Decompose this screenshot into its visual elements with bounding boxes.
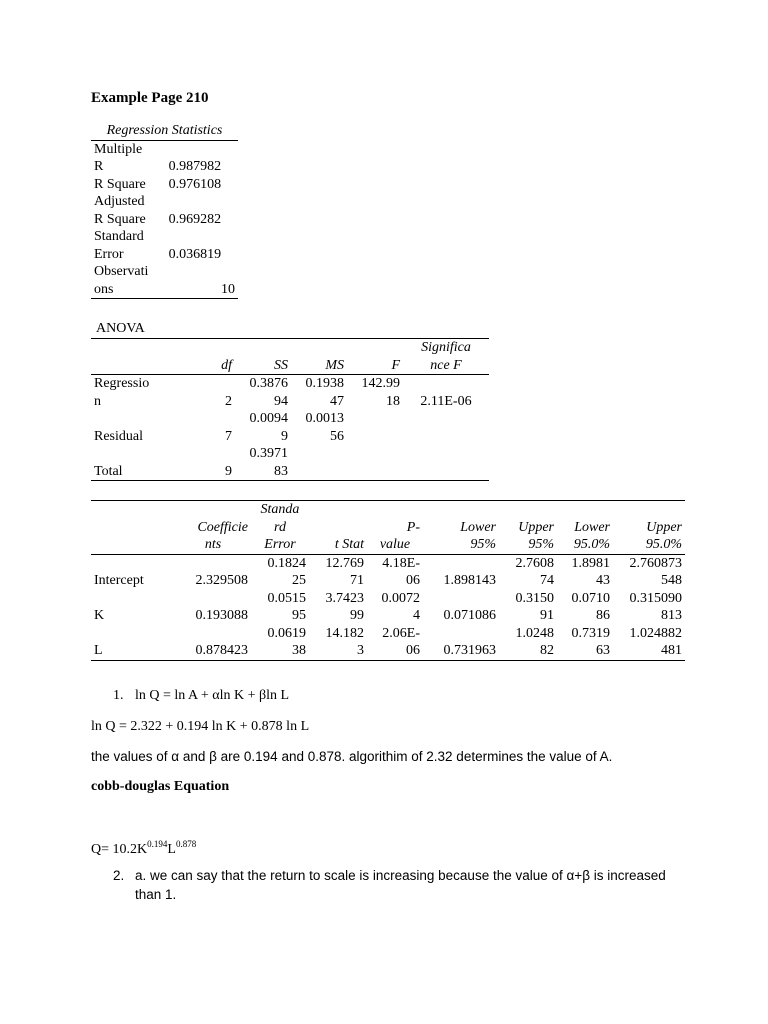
anova-row-name: Residual — [94, 428, 143, 444]
coef-header-upper-95-0: 95.0% — [645, 537, 682, 552]
stat-label: R Square — [94, 211, 146, 227]
coef-cell: 99 — [350, 608, 364, 623]
coef-cell: 0.3150 — [515, 590, 554, 606]
values-explanation: the values of α and β are 0.194 and 0.878. algorithim of 2.32 determines the value of A. — [91, 749, 613, 764]
coef-cell: 0.0619 — [267, 625, 306, 641]
item-1-number: 1. — [113, 688, 124, 703]
cobb-douglas-heading: cobb-douglas Equation — [91, 779, 230, 794]
coef-cell: 2.06E- — [382, 625, 420, 641]
anova-cell: 9 — [281, 428, 288, 444]
coef-cell: 14.182 — [325, 625, 364, 641]
coef-cell: 0.315090 — [629, 590, 682, 606]
coef-row-name: Intercept — [94, 573, 144, 588]
anova-header-significance: Significa — [421, 340, 471, 355]
coef-cell: 38 — [292, 643, 306, 658]
q-prefix: Q= 10.2K — [91, 842, 148, 857]
anova-cell: 7 — [225, 428, 232, 444]
coef-cell: 481 — [661, 643, 682, 658]
anova-header-significance: nce F — [430, 357, 462, 373]
coef-cell: 3 — [357, 643, 364, 658]
coef-cell: 06 — [406, 643, 420, 658]
coef-cell: 1.898143 — [443, 573, 496, 588]
stat-label: Standard — [94, 229, 144, 244]
l-base: L — [167, 842, 176, 857]
coef-cell: 43 — [596, 573, 610, 588]
coef-header-lower-95-0: 95.0% — [573, 537, 610, 552]
coef-header-lower-95: Lower — [460, 519, 496, 535]
coef-cell: 4.18E- — [382, 555, 420, 571]
regression-statistics-table — [91, 122, 238, 299]
stat-value: 0.987982 — [168, 159, 222, 174]
coef-cell: 06 — [406, 573, 420, 588]
coef-cell: 0.878423 — [195, 643, 248, 658]
coef-header-standard-error: Error — [264, 537, 296, 552]
anova-cell: 0.0013 — [305, 411, 344, 426]
coef-header-upper-95: Upper — [518, 519, 554, 535]
anova-label: ANOVA — [96, 321, 145, 336]
coef-header-lower-95: 95% — [470, 537, 496, 552]
anova-cell: 56 — [330, 428, 344, 444]
coef-header-standard-error: Standa — [260, 502, 300, 517]
anova-cell: 47 — [330, 393, 344, 409]
anova-row-name: n — [94, 393, 101, 409]
anova-header-f: F — [391, 357, 400, 373]
coef-cell: 2.329508 — [195, 573, 248, 588]
anova-cell: 0.0094 — [249, 411, 288, 426]
coef-cell: 12.769 — [325, 555, 364, 571]
coef-cell: 3.7423 — [325, 590, 364, 606]
stat-value: 10 — [166, 281, 238, 299]
stat-label: Adjusted — [94, 194, 145, 209]
stat-value: 0.036819 — [168, 246, 222, 262]
item-2-number: 2. — [113, 868, 125, 883]
stat-label: Observati — [94, 264, 149, 279]
coef-cell: 0.0072 — [381, 590, 420, 606]
coef-cell: 0.1824 — [267, 555, 306, 571]
coef-cell: 95 — [292, 608, 306, 623]
k-exponent: 0.194 — [147, 839, 168, 849]
anova-header-df: df — [221, 357, 232, 373]
coef-cell: 0.071086 — [443, 608, 496, 623]
coef-header-lower-95-0: Lower — [574, 519, 610, 535]
coef-cell: 86 — [596, 608, 610, 623]
coef-cell: 63 — [596, 643, 610, 658]
coef-header-upper-95: 95% — [528, 537, 554, 552]
coef-header-upper-95-0: Upper — [646, 519, 682, 535]
anova-row-name: Total — [94, 463, 123, 479]
anova-cell: 2 — [225, 393, 232, 409]
anova-row-name: Regressio — [94, 376, 150, 391]
l-exponent: 0.878 — [175, 839, 197, 849]
coef-cell: 2.7608 — [515, 555, 554, 571]
stat-label: Error — [94, 246, 124, 262]
stat-label: Multiple — [94, 141, 143, 157]
coef-cell: 91 — [540, 608, 554, 623]
item-2-line-1: a. we can say that the return to scale is increasing because the value of α+β is increased — [135, 868, 666, 883]
coef-cell: 1.0248 — [515, 625, 554, 641]
coef-cell: 1.024882 — [629, 625, 682, 641]
anova-cell: 0.1938 — [305, 376, 344, 391]
coef-cell: 25 — [292, 573, 306, 588]
coef-row-name: K — [94, 608, 105, 623]
coef-header-coefficients: Coefficie — [197, 519, 248, 535]
anova-cell: 0.3876 — [249, 376, 288, 391]
coef-header-t-stat: t Stat — [334, 537, 364, 552]
coef-cell: 1.8981 — [571, 555, 610, 571]
anova-table — [91, 338, 489, 481]
anova-cell: 18 — [386, 393, 400, 409]
coef-header-p-value: P- — [406, 519, 420, 535]
item-2-line-2: than 1. — [135, 887, 177, 902]
regression-statistics-header: Regression Statistics — [91, 122, 238, 140]
page-title: Example Page 210 — [91, 90, 209, 106]
coef-cell: 74 — [540, 573, 554, 588]
anova-header-ms: MS — [325, 357, 344, 373]
anova-cell: 0.3971 — [249, 446, 288, 461]
estimated-equation: ln Q = 2.322 + 0.194 ln K + 0.878 ln L — [91, 719, 310, 734]
coef-cell: 0.0710 — [571, 590, 610, 606]
anova-cell: 2.11E-06 — [420, 393, 472, 409]
anova-header-ss: SS — [274, 357, 288, 373]
stat-label: R — [94, 159, 104, 174]
coef-cell: 0.193088 — [195, 608, 248, 623]
coef-row-name: L — [94, 643, 103, 658]
stat-value: 0.969282 — [168, 211, 222, 227]
coef-cell: 0.0515 — [267, 590, 306, 606]
anova-cell: 94 — [274, 393, 288, 409]
coef-cell: 813 — [661, 608, 682, 623]
stat-label: ons — [91, 281, 166, 299]
coefficients-table — [91, 500, 685, 661]
coef-header-standard-error: rd — [274, 519, 286, 535]
anova-cell: 83 — [274, 463, 288, 479]
coef-cell: 0.731963 — [443, 643, 496, 658]
coef-cell: 71 — [350, 573, 364, 588]
cobb-douglas-equation — [91, 839, 196, 858]
coef-cell: 4 — [413, 608, 420, 623]
anova-cell: 142.99 — [361, 376, 400, 391]
coef-cell: 82 — [540, 643, 554, 658]
coef-cell: 2.760873 — [629, 555, 682, 571]
item-1-equation: ln Q = ln A + αln K + βln L — [135, 688, 290, 703]
coef-header-p-value: value — [379, 537, 411, 552]
coef-cell: 548 — [661, 573, 682, 588]
stat-value: 0.976108 — [168, 176, 222, 192]
anova-cell: 9 — [225, 463, 232, 479]
coef-header-coefficients: nts — [204, 537, 222, 552]
stat-label: R Square — [94, 176, 146, 192]
coef-cell: 0.7319 — [571, 625, 610, 641]
